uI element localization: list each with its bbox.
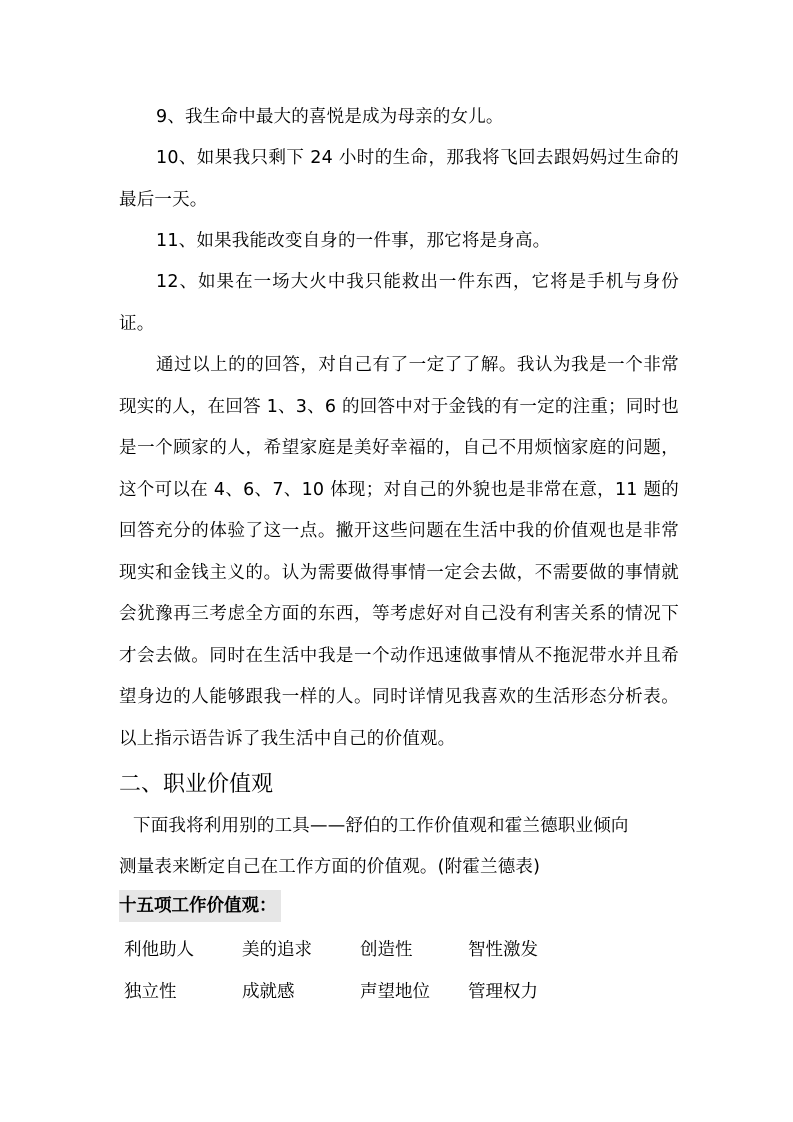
summary-paragraph: 通过以上的的回答，对自己有了一定了了解。我认为我是一个非常现实的人，在回答 1、3、6 的回答中对于金钱的有一定的注重；同时也是一个顾家的人，希望家庭是美好幸福的，自己不用烦恼家庭的问题，这个可以在 4、6、7、10 体现；对自己的外貌也是非常在意，11 题的回答充分的体验了这一点。撇开这些问题在生活中我的价值观也是非常现实和金钱主义的。认为需要做得事情一定会去做，不需要做的事情就会犹豫再三考虑全方面的东西，等考虑好对自己没有利害关系的情况下才会去做。同时在生活中我是一个动作迅速做事情从不拖泥带水并且希望身边的人能够跟我一样的人。同时详情见我喜欢的生活形态分析表。以上指示语告诉了我生活中自己的价值观。 bbox=[119, 355, 679, 749]
section-intro bbox=[119, 806, 689, 888]
intro-line-2: 测量表来断定自己在工作方面的价值观。(附霍兰德表) bbox=[119, 857, 541, 877]
work-value-item: 管理权力 bbox=[468, 982, 538, 1002]
answer-9: 9、我生命中最大的喜悦是成为母亲的女儿。 bbox=[156, 107, 504, 127]
intro-line-1: 下面我将利用别的工具——舒伯的工作价值观和霍兰德职业倾向 bbox=[133, 816, 629, 836]
values-heading: 十五项工作价值观： bbox=[119, 890, 281, 922]
section-heading: 二、职业价值观 bbox=[119, 772, 274, 797]
work-value-item: 利他助人 bbox=[124, 940, 194, 960]
work-value-item: 创造性 bbox=[360, 940, 413, 960]
work-values-list bbox=[124, 930, 588, 1014]
answer-10: 10、如果我只剩下 24 小时的生命，那我将飞回去跟妈妈过生命的最后一天。 bbox=[119, 148, 679, 210]
work-value-item: 美的追求 bbox=[242, 940, 312, 960]
answer-12: 12、如果在一场大火中我只能救出一件东西，它将是手机与身份证。 bbox=[119, 272, 679, 334]
work-value-item: 声望地位 bbox=[360, 982, 430, 1002]
answer-11: 11、如果我能改变自身的一件事，那它将是身高。 bbox=[156, 231, 551, 251]
work-value-item: 智性激发 bbox=[468, 940, 538, 960]
work-value-item: 独立性 bbox=[124, 982, 177, 1002]
work-value-item: 成就感 bbox=[242, 982, 295, 1002]
